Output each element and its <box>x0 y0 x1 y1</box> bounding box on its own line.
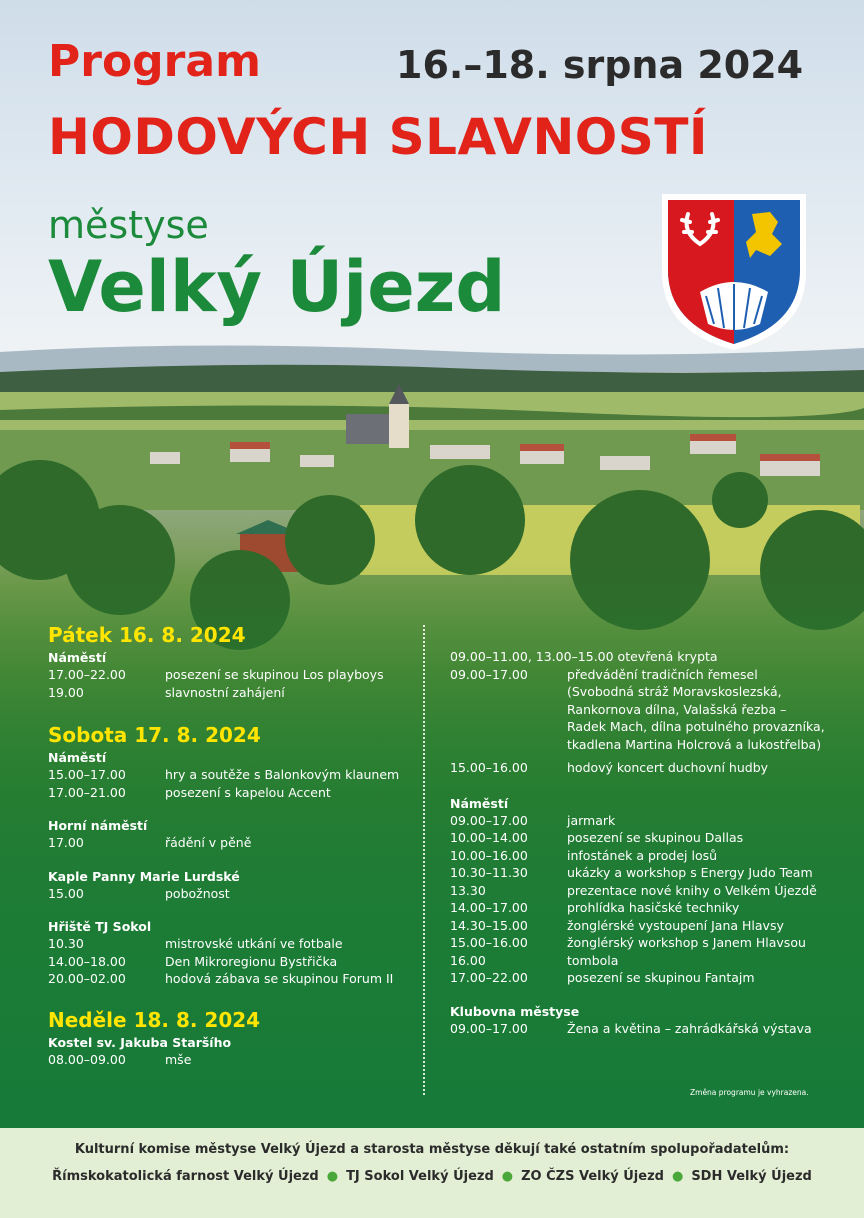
schedule-row <box>450 759 826 777</box>
bullet-icon: ● <box>671 1169 684 1184</box>
time: 14.30–15.00 <box>450 917 528 933</box>
schedule-row <box>48 885 418 903</box>
left-column <box>48 625 418 1068</box>
time: 10.00–16.00 <box>450 847 528 863</box>
town-prefix: městyse <box>48 203 209 247</box>
venue-heading: Hřiště TJ Sokol <box>48 919 152 934</box>
time: 15.00–16.00 <box>450 760 528 775</box>
day-heading-saturday: Sobota 17. 8. 2024 <box>48 723 261 747</box>
event-title: HODOVÝCH SLAVNOSTÍ <box>48 108 709 166</box>
activity: žonglérské vystoupení Jana Hlavsy <box>567 917 784 933</box>
time: 16.00 <box>450 952 486 968</box>
time: 17.00–21.00 <box>48 784 126 800</box>
schedule-row <box>450 952 826 970</box>
time: 20.00–02.00 <box>48 971 126 986</box>
time: 17.00–22.00 <box>450 970 528 985</box>
schedule-row <box>48 666 418 684</box>
activity: tombola <box>567 952 619 968</box>
time: 13.30 <box>450 882 486 898</box>
time: 09.00–17.00 <box>450 812 528 828</box>
schedule-row <box>450 969 826 987</box>
bullet-icon: ● <box>326 1169 339 1184</box>
right-column <box>450 648 826 1037</box>
event-dates: 16.–18. srpna 2024 <box>396 43 804 87</box>
activity: posezení se skupinou Dallas <box>567 830 744 845</box>
venue-heading: Horní náměstí <box>48 818 148 833</box>
venue-heading: Náměstí <box>48 650 107 665</box>
time: 08.00–09.00 <box>48 1051 126 1067</box>
time: 10.30–11.30 <box>450 865 528 880</box>
time: 15.00–16.00 <box>450 935 528 950</box>
schedule-row <box>450 812 826 830</box>
time: 19.00 <box>48 684 84 700</box>
time: 09.00–17.00 <box>450 666 528 682</box>
schedule-row <box>450 666 826 754</box>
activity: 09.00–11.00, 13.00–15.00 otevřená krypta <box>450 649 718 664</box>
venue-heading: Klubovna městyse <box>450 1003 580 1019</box>
partner: Římskokatolická farnost Velký Újezd <box>52 1169 319 1184</box>
schedule-row <box>48 935 418 953</box>
schedule-row <box>450 864 826 882</box>
day-heading-friday: Pátek 16. 8. 2024 <box>48 623 246 647</box>
schedule-row <box>450 1020 826 1038</box>
activity: prezentace nové knihy o Velkém Újezdě <box>567 882 817 898</box>
footer-partners <box>0 1169 864 1184</box>
time: 17.00–22.00 <box>48 667 126 682</box>
activity: pobožnost <box>165 885 230 901</box>
schedule-row <box>48 684 418 702</box>
schedule-row <box>48 1051 418 1069</box>
activity: Žena a květina – zahrádkářská výstava <box>567 1020 812 1036</box>
activity: hodová zábava se skupinou Forum II <box>165 971 394 986</box>
time: 14.00–17.00 <box>450 900 528 915</box>
time: 15.00–17.00 <box>48 767 126 782</box>
schedule-row <box>48 834 418 852</box>
program-title: Program <box>48 36 261 87</box>
time: 14.00–18.00 <box>48 953 126 969</box>
partner: TJ Sokol Velký Újezd <box>346 1169 494 1184</box>
time: 09.00–17.00 <box>450 1020 528 1036</box>
venue-heading: Náměstí <box>48 750 107 765</box>
activity: hry a soutěže s Balonkovým klaunem <box>165 767 400 782</box>
town-name: Velký Újezd <box>48 246 506 328</box>
time: 10.30 <box>48 936 84 951</box>
schedule-row <box>450 917 826 935</box>
venue-heading: Kaple Panny Marie Lurdské <box>48 868 240 884</box>
coat-of-arms-icon <box>660 192 808 352</box>
time: 10.00–14.00 <box>450 830 528 845</box>
column-divider <box>423 625 425 1095</box>
schedule-row <box>450 899 826 917</box>
time: 15.00 <box>48 885 84 901</box>
day-heading-sunday: Neděle 18. 8. 2024 <box>48 1007 261 1032</box>
activity: hodový koncert duchovní hudby <box>567 760 769 775</box>
program-change-note: Změna programu je vyhrazena. <box>690 1088 809 1097</box>
activity: mistrovské utkání ve fotbale <box>165 936 343 951</box>
footer-thanks: Kulturní komise městyse Velký Újezd a starosta městyse děkují také ostatním spolupořadatelům: <box>74 1142 790 1157</box>
activity: infostánek a prodej losů <box>567 847 718 863</box>
time: 17.00 <box>48 835 84 850</box>
activity: slavnostní zahájení <box>165 684 285 700</box>
activity: řádění v pěně <box>165 835 252 850</box>
venue-heading: Kostel sv. Jakuba Staršího <box>48 1034 232 1050</box>
partner: SDH Velký Újezd <box>691 1169 812 1184</box>
activity: posezení s kapelou Accent <box>165 784 331 800</box>
schedule-row <box>48 970 418 988</box>
crypt-line <box>450 648 826 666</box>
activity: mše <box>165 1051 192 1067</box>
schedule-row <box>48 953 418 971</box>
schedule-row <box>450 934 826 952</box>
activity: prohlídka hasičské techniky <box>567 900 740 915</box>
activity: žonglérský workshop s Janem Hlavsou <box>567 935 806 950</box>
bullet-icon: ● <box>501 1169 514 1184</box>
activity: posezení se skupinou Los playboys <box>165 667 384 682</box>
venue-heading: Náměstí <box>450 795 509 811</box>
activity: posezení se skupinou Fantajm <box>567 970 755 985</box>
schedule-row <box>450 847 826 865</box>
activity: Den Mikroregionu Bystřička <box>165 953 338 969</box>
schedule-row <box>48 766 418 784</box>
schedule-row <box>450 882 826 900</box>
schedule-row <box>450 829 826 847</box>
partner: ZO ČZS Velký Újezd <box>521 1169 664 1184</box>
activity: předvádění tradičních řemesel (Svobodná stráž Moravskoslezská, Rankornova dílna, Valašská řezba – Radek Mach, dílna potulného provazníka, tkadlena Martina Holcrová a lukostřelba) <box>567 666 825 752</box>
schedule-row <box>48 784 418 802</box>
activity: ukázky a workshop s Energy Judo Team <box>567 865 813 880</box>
footer <box>0 1128 864 1218</box>
activity: jarmark <box>567 812 616 828</box>
